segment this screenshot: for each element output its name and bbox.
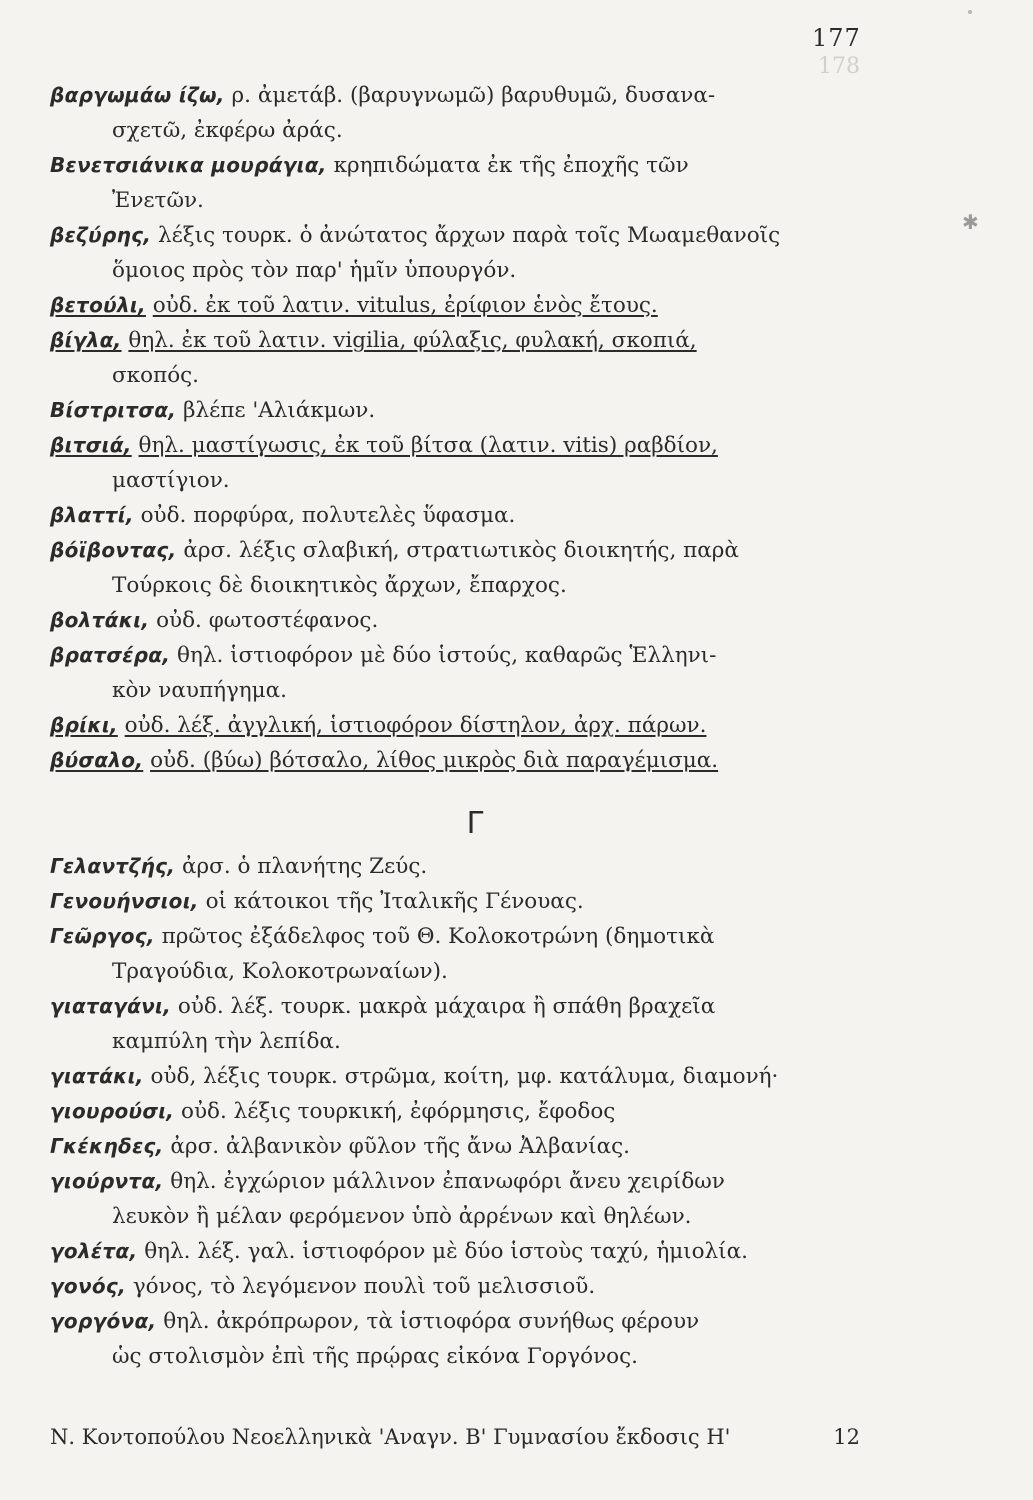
footer-publication: Ν. Κοντοπούλου Νεοελληνικὰ 'Αναγν. Β' Γυμνασίου ἔκδοσις Η' <box>50 1425 731 1449</box>
glossary-entry <box>50 638 870 708</box>
glossary-entry <box>50 884 870 919</box>
glossary-entry <box>50 428 870 498</box>
glossary-entry <box>50 1234 870 1269</box>
paper-speck <box>968 10 972 14</box>
entry-definition: πρῶτος ἐξάδελφος τοῦ Θ. Κολοκοτρώνη (δημοτικὰ <box>161 924 715 949</box>
entry-definition: οὐδ. λέξις τουρκική, ἐφόρμησις, ἔφοδος <box>181 1099 616 1124</box>
entry-headword: βετούλι, <box>50 293 146 317</box>
page-number: 177 <box>812 24 861 52</box>
entry-headword: Γενουήνσιοι, <box>50 889 199 913</box>
ink-smudge-icon: ✱ <box>962 210 979 234</box>
glossary-entry <box>50 743 870 778</box>
entry-headword: γιούρντα, <box>50 1169 164 1193</box>
entries-gamma <box>50 849 870 1374</box>
entry-definition: λέξις τουρκ. ὁ ἀνώτατος ἄρχων παρὰ τοῖς Μωαμεθανοῖς <box>158 223 781 248</box>
entry-continuation: λευκὸν ἢ μέλαν φερόμενον ὑπὸ ἀρρένων καὶ θηλέων. <box>112 1204 692 1229</box>
footer-sheet-number: 12 <box>833 1425 860 1449</box>
glossary-entry <box>50 1269 870 1304</box>
entry-headword: Γελαντζής, <box>50 854 176 878</box>
entry-definition: θηλ. μαστίγωσις, ἐκ τοῦ βίτσα (λατιν. vitis) ραβδίον, <box>138 433 718 458</box>
entry-headword: βολτάκι, <box>50 608 150 632</box>
entry-headword: γονός, <box>50 1274 126 1298</box>
entry-definition: ἀρσ. ὁ πλανήτης Ζεύς. <box>182 854 428 879</box>
entry-definition: οὐδ. λέξ. ἀγγλική, ἱστιοφόρον δίστηλον, ἀρχ. πάρων. <box>124 713 707 738</box>
entries-beta <box>50 78 870 778</box>
glossary-entry <box>50 288 870 323</box>
glossary-entry <box>50 1094 870 1129</box>
entry-continuation: Τραγούδια, Κολοκοτρωναίων). <box>112 959 448 984</box>
entry-continuation: σκοπός. <box>112 363 200 388</box>
entry-headword: Γεῶργος, <box>50 924 155 948</box>
glossary-entry <box>50 1164 870 1234</box>
entry-definition: βλέπε 'Αλιάκμων. <box>183 398 376 423</box>
entry-definition: θηλ. ἐγχώριον μάλλινον ἐπανωφόρι ἄνευ χειρίδων <box>170 1169 725 1194</box>
entry-definition: θηλ. ἀκρόπρωρον, τὰ ἱστιοφόρα συνήθως φέρουν <box>163 1309 700 1334</box>
entry-continuation: Ἐνετῶν. <box>112 188 204 213</box>
entry-definition: θηλ. ἐκ τοῦ λατιν. vigilia, φύλαξις, φυλακή, σκοπιά, <box>128 328 697 353</box>
entry-headword: βρίκι, <box>50 713 118 737</box>
entry-headword: Βενετσιάνικα μουράγια, <box>50 153 327 177</box>
entry-headword: γιαταγάνι, <box>50 994 172 1018</box>
entry-headword: βίγλα, <box>50 328 122 352</box>
glossary-entry <box>50 323 870 393</box>
entry-headword: βαργωμάω ίζω, <box>50 83 225 107</box>
entry-continuation: Τούρκοις δὲ διοικητικὸς ἄρχων, ἔπαρχος. <box>112 573 567 598</box>
glossary-entry <box>50 849 870 884</box>
entry-headword: βόϊβοντας, <box>50 538 177 562</box>
entry-definition: οὐδ. (βύω) βότσαλο, λίθος μικρὸς διὰ παραγέμισμα. <box>150 748 719 773</box>
entry-headword: βρατσέρα, <box>50 643 171 667</box>
entry-continuation: κὸν ναυπήγημα. <box>112 678 288 703</box>
entry-headword: βύσαλο, <box>50 748 144 772</box>
glossary-entry <box>50 1129 870 1164</box>
entry-definition: οὐδ. ἐκ τοῦ λατιν. vitulus, ἐρίφιον ἑνὸς ἔτους. <box>152 293 658 318</box>
glossary-entry <box>50 533 870 603</box>
entry-headword: βιτσιά, <box>50 433 132 457</box>
entry-headword: Βίστριτσα, <box>50 398 177 422</box>
entry-definition: γόνος, τὸ λεγόμενον πουλὶ τοῦ μελισσιοῦ. <box>132 1274 596 1299</box>
entry-continuation: μαστίγιον. <box>112 468 230 493</box>
glossary-entry <box>50 919 870 989</box>
entry-definition: οἱ κάτοικοι τῆς Ἰταλικῆς Γένουας. <box>205 889 584 914</box>
entry-headword: βεζύρης, <box>50 223 152 247</box>
entry-definition: οὐδ, λέξις τουρκ. στρῶμα, κοίτη, μφ. κατάλυμα, διαμονή· <box>150 1064 779 1089</box>
entry-continuation: ὡς στολισμὸν ἐπὶ τῆς πρῴρας εἰκόνα Γοργόνος. <box>112 1344 638 1369</box>
entry-definition: θηλ. ἱστιοφόρον μὲ δύο ἱστούς, καθαρῶς Ἑλληνι- <box>177 643 717 668</box>
entry-definition: οὐδ. φωτοστέφανος. <box>156 608 379 633</box>
entry-definition: ἀρσ. ἀλβανικὸν φῦλον τῆς ἄνω Ἀλβανίας. <box>170 1134 630 1159</box>
glossary-entry <box>50 989 870 1059</box>
entry-headword: γιουρούσι, <box>50 1099 175 1123</box>
entry-headword: γοργόνα, <box>50 1309 157 1333</box>
glossary-entry <box>50 708 870 743</box>
bleed-through-page-number: 178 <box>818 54 860 79</box>
footer <box>50 1425 860 1449</box>
entry-definition: ἀρσ. λέξις σλαβική, στρατιωτικὸς διοικητής, παρὰ <box>183 538 739 563</box>
glossary-entry <box>50 393 870 428</box>
entry-headword: γιατάκι, <box>50 1064 144 1088</box>
glossary-entry <box>50 1059 870 1094</box>
entry-definition: οὐδ. λέξ. τουρκ. μακρὰ μάχαιρα ἢ σπάθη βραχεῖα <box>177 994 716 1019</box>
entry-definition: ρ. ἀμετάβ. (βαρυγνωμῶ) βαρυθυμῶ, δυσανα- <box>231 83 716 108</box>
entry-continuation: καμπύλη τὴν λεπίδα. <box>112 1029 341 1054</box>
entry-definition: κρηπιδώματα ἐκ τῆς ἐποχῆς τῶν <box>333 153 689 178</box>
entry-continuation: ὅμοιος πρὸς τὸν παρ' ἡμῖν ὑπουργόν. <box>112 258 517 283</box>
glossary-entry <box>50 148 870 218</box>
glossary-entry <box>50 1304 870 1374</box>
entry-headword: γολέτα, <box>50 1239 138 1263</box>
glossary-entry <box>50 78 870 148</box>
entry-definition: οὐδ. πορφύρα, πολυτελὲς ὕφασμα. <box>140 503 516 528</box>
entry-headword: Γκέκηδες, <box>50 1134 164 1158</box>
entry-headword: βλαττί, <box>50 503 134 527</box>
glossary-entry <box>50 603 870 638</box>
glossary-entry <box>50 498 870 533</box>
section-letter: Γ <box>466 806 484 841</box>
glossary-entry <box>50 218 870 288</box>
entry-definition: θηλ. λέξ. γαλ. ἱστιοφόρον μὲ δύο ἱστοὺς ταχύ, ἡμιολία. <box>144 1239 748 1264</box>
entry-continuation: σχετῶ, ἐκφέρω ἀράς. <box>112 118 343 143</box>
glossary-entries <box>50 78 870 1374</box>
